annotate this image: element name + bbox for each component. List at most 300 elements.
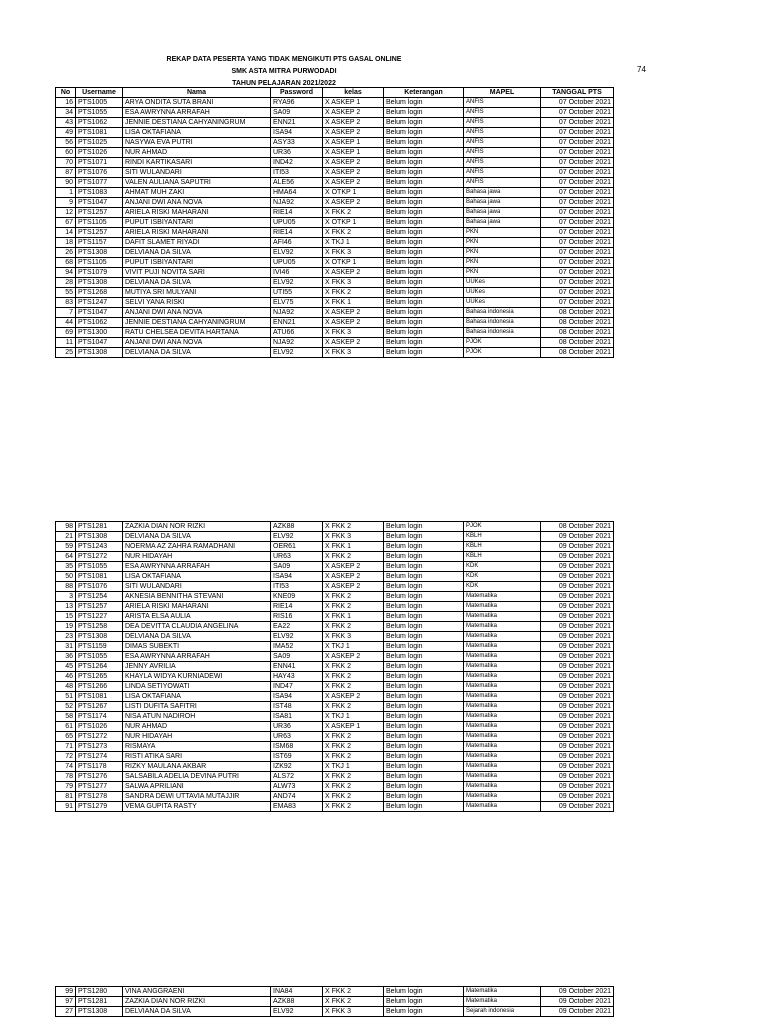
cell-nama: DIMAS SUBEKTI xyxy=(123,642,271,652)
cell-nama: ZAZKIA DIAN NOR RIZKI xyxy=(123,522,271,532)
cell-nama: NASYWA EVA PUTRI xyxy=(123,138,271,148)
cell-nama: JENNIE DESTIANA CAHYANINGRUM xyxy=(123,318,271,328)
cell-no: 74 xyxy=(56,762,76,772)
cell-no: 26 xyxy=(56,248,76,258)
cell-password: ITI53 xyxy=(271,168,323,178)
cell-password: RIE14 xyxy=(271,228,323,238)
cell-password: NJA92 xyxy=(271,198,323,208)
cell-tanggal: 09 October 2021 xyxy=(541,762,614,772)
cell-mapel: Matematika xyxy=(464,762,541,772)
cell-tanggal: 09 October 2021 xyxy=(541,642,614,652)
cell-no: 31 xyxy=(56,642,76,652)
cell-tanggal: 09 October 2021 xyxy=(541,582,614,592)
cell-no: 68 xyxy=(56,258,76,268)
cell-password: ELV92 xyxy=(271,348,323,358)
cell-kelas: X FKK 2 xyxy=(323,592,384,602)
cell-username: PTS1264 xyxy=(76,662,123,672)
cell-nama: SALSABILA ADELIA DEVINA PUTRI xyxy=(123,772,271,782)
table-row xyxy=(56,712,614,722)
cell-username: PTS1157 xyxy=(76,238,123,248)
table-row xyxy=(56,128,614,138)
cell-no: 35 xyxy=(56,562,76,572)
cell-nama: LISA OKTAFIANA xyxy=(123,572,271,582)
table-row xyxy=(56,298,614,308)
cell-keterangan: Belum login xyxy=(384,762,464,772)
cell-password: ITI53 xyxy=(271,582,323,592)
cell-tanggal: 09 October 2021 xyxy=(541,782,614,792)
cell-kelas: X TKJ 1 xyxy=(323,642,384,652)
cell-kelas: X ASKEP 2 xyxy=(323,562,384,572)
cell-kelas: X FKK 3 xyxy=(323,632,384,642)
cell-username: PTS1081 xyxy=(76,128,123,138)
cell-no: 88 xyxy=(56,582,76,592)
table-row xyxy=(56,118,614,128)
cell-kelas: X OTKP 1 xyxy=(323,258,384,268)
page-number: 74 xyxy=(637,65,646,74)
cell-no: 44 xyxy=(56,318,76,328)
cell-keterangan: Belum login xyxy=(384,997,464,1007)
cell-nama: RISMAYA xyxy=(123,742,271,752)
cell-keterangan: Belum login xyxy=(384,572,464,582)
cell-mapel: Matematika xyxy=(464,692,541,702)
cell-keterangan: Belum login xyxy=(384,602,464,612)
cell-tanggal: 09 October 2021 xyxy=(541,632,614,642)
cell-mapel: PJOK xyxy=(464,348,541,358)
cell-nama: PUPUT ISBIYANTARI xyxy=(123,218,271,228)
cell-password: RIE14 xyxy=(271,208,323,218)
cell-mapel: Matematika xyxy=(464,802,541,812)
cell-mapel: Matematika xyxy=(464,987,541,997)
cell-kelas: X ASKEP 2 xyxy=(323,338,384,348)
cell-tanggal: 09 October 2021 xyxy=(541,622,614,632)
cell-no: 58 xyxy=(56,712,76,722)
table-row xyxy=(56,1007,614,1017)
cell-keterangan: Belum login xyxy=(384,308,464,318)
cell-kelas: X ASKEP 2 xyxy=(323,118,384,128)
cell-kelas: X FKK 3 xyxy=(323,278,384,288)
cell-username: PTS1079 xyxy=(76,268,123,278)
cell-keterangan: Belum login xyxy=(384,168,464,178)
cell-username: PTS1247 xyxy=(76,298,123,308)
table-row xyxy=(56,612,614,622)
cell-no: 70 xyxy=(56,158,76,168)
table-row xyxy=(56,532,614,542)
cell-username: PTS1308 xyxy=(76,278,123,288)
cell-nama: VEMA GUPITA RASTY xyxy=(123,802,271,812)
cell-keterangan: Belum login xyxy=(384,782,464,792)
cell-tanggal: 07 October 2021 xyxy=(541,148,614,158)
cell-password: UR36 xyxy=(271,148,323,158)
table-row xyxy=(56,572,614,582)
table-row xyxy=(56,308,614,318)
cell-password: EMA83 xyxy=(271,802,323,812)
school-name: SMK ASTA MITRA PURWODADI xyxy=(231,68,337,75)
cell-mapel: Sejarah indonesia xyxy=(464,1007,541,1017)
cell-nama: AKNESIA BENNITHA STEVANI xyxy=(123,592,271,602)
cell-nama: ANJANI DWI ANA NOVA xyxy=(123,308,271,318)
cell-kelas: X FKK 3 xyxy=(323,532,384,542)
cell-password: ISA94 xyxy=(271,692,323,702)
cell-password: ENN41 xyxy=(271,662,323,672)
cell-password: IST48 xyxy=(271,702,323,712)
cell-mapel: PJOK xyxy=(464,522,541,532)
table-row xyxy=(56,742,614,752)
cell-keterangan: Belum login xyxy=(384,542,464,552)
cell-keterangan: Belum login xyxy=(384,198,464,208)
cell-no: 16 xyxy=(56,98,76,108)
cell-keterangan: Belum login xyxy=(384,562,464,572)
cell-keterangan: Belum login xyxy=(384,652,464,662)
cell-mapel: Matematika xyxy=(464,682,541,692)
cell-password: ISM68 xyxy=(271,742,323,752)
cell-nama: NUR AHMAD xyxy=(123,722,271,732)
cell-mapel: UUKes xyxy=(464,298,541,308)
cell-tanggal: 07 October 2021 xyxy=(541,98,614,108)
cell-username: PTS1308 xyxy=(76,248,123,258)
cell-mapel: PKN xyxy=(464,268,541,278)
cell-username: PTS1254 xyxy=(76,592,123,602)
cell-nama: VINA ANGGRAENI xyxy=(123,987,271,997)
cell-nama: NUR AHMAD xyxy=(123,148,271,158)
cell-nama: DELVIANA DA SILVA xyxy=(123,348,271,358)
cell-tanggal: 09 October 2021 xyxy=(541,542,614,552)
cell-password: ISA94 xyxy=(271,572,323,582)
cell-password: ELV75 xyxy=(271,298,323,308)
table-row xyxy=(56,782,614,792)
cell-nama: VIVIT PUJI NOVITA SARI xyxy=(123,268,271,278)
cell-tanggal: 09 October 2021 xyxy=(541,692,614,702)
cell-mapel: Matematika xyxy=(464,997,541,1007)
cell-tanggal: 07 October 2021 xyxy=(541,178,614,188)
cell-kelas: X FKK 2 xyxy=(323,802,384,812)
cell-username: PTS1276 xyxy=(76,772,123,782)
table-row xyxy=(56,632,614,642)
cell-password: AND74 xyxy=(271,792,323,802)
cell-mapel: ANFIS xyxy=(464,128,541,138)
cell-no: 94 xyxy=(56,268,76,278)
cell-tanggal: 08 October 2021 xyxy=(541,338,614,348)
col-header-mapel: MAPEL xyxy=(464,88,541,98)
cell-password: ASY33 xyxy=(271,138,323,148)
cell-no: 55 xyxy=(56,288,76,298)
cell-nama: LINDA SETIYOWATI xyxy=(123,682,271,692)
cell-nama: LISA OKTAFIANA xyxy=(123,692,271,702)
table-row xyxy=(56,178,614,188)
table-row xyxy=(56,722,614,732)
cell-nama: RATU CHELSEA DEVITA HARTANA xyxy=(123,328,271,338)
cell-mapel: Matematika xyxy=(464,632,541,642)
cell-username: PTS1279 xyxy=(76,802,123,812)
table-row xyxy=(56,642,614,652)
cell-username: PTS1159 xyxy=(76,642,123,652)
cell-no: 72 xyxy=(56,752,76,762)
cell-kelas: X FKK 2 xyxy=(323,622,384,632)
col-header-kelas: kelas xyxy=(323,88,384,98)
cell-username: PTS1081 xyxy=(76,572,123,582)
cell-keterangan: Belum login xyxy=(384,298,464,308)
cell-tanggal: 08 October 2021 xyxy=(541,522,614,532)
cell-tanggal: 07 October 2021 xyxy=(541,168,614,178)
cell-no: 19 xyxy=(56,622,76,632)
cell-tanggal: 07 October 2021 xyxy=(541,238,614,248)
cell-keterangan: Belum login xyxy=(384,108,464,118)
table-row xyxy=(56,348,614,358)
cell-tanggal: 09 October 2021 xyxy=(541,572,614,582)
cell-tanggal: 09 October 2021 xyxy=(541,752,614,762)
cell-kelas: X FKK 2 xyxy=(323,672,384,682)
cell-username: PTS1257 xyxy=(76,602,123,612)
col-header-nama: Nama xyxy=(123,88,271,98)
cell-password: RIE14 xyxy=(271,602,323,612)
cell-no: 13 xyxy=(56,602,76,612)
cell-no: 9 xyxy=(56,198,76,208)
cell-keterangan: Belum login xyxy=(384,318,464,328)
cell-nama: DELVIANA DA SILVA xyxy=(123,632,271,642)
cell-kelas: X ASKEP 2 xyxy=(323,692,384,702)
cell-kelas: X FKK 1 xyxy=(323,612,384,622)
cell-no: 87 xyxy=(56,168,76,178)
cell-no: 18 xyxy=(56,238,76,248)
cell-keterangan: Belum login xyxy=(384,128,464,138)
cell-password: SA09 xyxy=(271,652,323,662)
cell-keterangan: Belum login xyxy=(384,742,464,752)
table-row xyxy=(56,288,614,298)
cell-keterangan: Belum login xyxy=(384,732,464,742)
cell-username: PTS1268 xyxy=(76,288,123,298)
cell-password: ENN21 xyxy=(271,118,323,128)
cell-kelas: X ASKEP 2 xyxy=(323,158,384,168)
cell-tanggal: 07 October 2021 xyxy=(541,208,614,218)
cell-nama: DAFIT SLAMET RIYADI xyxy=(123,238,271,248)
cell-kelas: X ASKEP 2 xyxy=(323,572,384,582)
cell-tanggal: 07 October 2021 xyxy=(541,218,614,228)
cell-mapel: ANFIS xyxy=(464,138,541,148)
cell-keterangan: Belum login xyxy=(384,208,464,218)
table-row xyxy=(56,652,614,662)
table-row xyxy=(56,98,614,108)
cell-no: 79 xyxy=(56,782,76,792)
cell-tanggal: 09 October 2021 xyxy=(541,562,614,572)
cell-username: PTS1105 xyxy=(76,218,123,228)
cell-nama: NUR HIDAYAH xyxy=(123,732,271,742)
cell-tanggal: 09 October 2021 xyxy=(541,722,614,732)
table-row xyxy=(56,278,614,288)
cell-mapel: KDK xyxy=(464,572,541,582)
cell-kelas: X FKK 2 xyxy=(323,228,384,238)
cell-mapel: Bahasa jawa xyxy=(464,188,541,198)
cell-kelas: X TKJ 1 xyxy=(323,712,384,722)
cell-kelas: X FKK 3 xyxy=(323,348,384,358)
cell-kelas: X ASKEP 2 xyxy=(323,582,384,592)
cell-username: PTS1055 xyxy=(76,108,123,118)
cell-nama: DEA DEVITTA CLAUDIA ANGELINA xyxy=(123,622,271,632)
cell-no: 52 xyxy=(56,702,76,712)
cell-tanggal: 09 October 2021 xyxy=(541,662,614,672)
cell-keterangan: Belum login xyxy=(384,158,464,168)
cell-nama: SITI WULANDARI xyxy=(123,582,271,592)
cell-password: HMA64 xyxy=(271,188,323,198)
cell-kelas: X FKK 2 xyxy=(323,752,384,762)
cell-mapel: Matematika xyxy=(464,742,541,752)
cell-kelas: X ASKEP 2 xyxy=(323,168,384,178)
col-header-keterangan: Keterangan xyxy=(384,88,464,98)
cell-tanggal: 09 October 2021 xyxy=(541,612,614,622)
cell-kelas: X FKK 2 xyxy=(323,682,384,692)
cell-password: ISA81 xyxy=(271,712,323,722)
cell-username: PTS1076 xyxy=(76,582,123,592)
cell-no: 48 xyxy=(56,682,76,692)
cell-tanggal: 07 October 2021 xyxy=(541,158,614,168)
cell-password: IZK92 xyxy=(271,762,323,772)
cell-no: 65 xyxy=(56,732,76,742)
cell-password: ELV92 xyxy=(271,248,323,258)
cell-nama: LISA OKTAFIANA xyxy=(123,128,271,138)
cell-password: ISA94 xyxy=(271,128,323,138)
cell-nama: SITI WULANDARI xyxy=(123,168,271,178)
cell-username: PTS1272 xyxy=(76,732,123,742)
cell-mapel: Matematika xyxy=(464,792,541,802)
cell-mapel: Matematika xyxy=(464,712,541,722)
cell-username: PTS1272 xyxy=(76,552,123,562)
cell-keterangan: Belum login xyxy=(384,642,464,652)
cell-kelas: X ASKEP 2 xyxy=(323,198,384,208)
cell-keterangan: Belum login xyxy=(384,582,464,592)
cell-username: PTS1025 xyxy=(76,138,123,148)
cell-no: 15 xyxy=(56,612,76,622)
cell-mapel: KDK xyxy=(464,582,541,592)
cell-username: PTS1258 xyxy=(76,622,123,632)
cell-password: AZK88 xyxy=(271,997,323,1007)
table-row xyxy=(56,238,614,248)
cell-kelas: X FKK 2 xyxy=(323,742,384,752)
cell-keterangan: Belum login xyxy=(384,178,464,188)
cell-kelas: X FKK 2 xyxy=(323,522,384,532)
cell-password: UR63 xyxy=(271,732,323,742)
cell-kelas: X FKK 2 xyxy=(323,782,384,792)
cell-mapel: UUKes xyxy=(464,288,541,298)
cell-mapel: KBLH xyxy=(464,532,541,542)
cell-username: PTS1277 xyxy=(76,782,123,792)
cell-kelas: X ASKEP 1 xyxy=(323,98,384,108)
cell-no: 36 xyxy=(56,652,76,662)
cell-username: PTS1026 xyxy=(76,722,123,732)
table-row xyxy=(56,542,614,552)
cell-kelas: X OTKP 1 xyxy=(323,188,384,198)
cell-keterangan: Belum login xyxy=(384,532,464,542)
cell-tanggal: 08 October 2021 xyxy=(541,328,614,338)
cell-tanggal: 09 October 2021 xyxy=(541,602,614,612)
cell-tanggal: 07 October 2021 xyxy=(541,268,614,278)
cell-password: UTI55 xyxy=(271,288,323,298)
table-row xyxy=(56,188,614,198)
cell-password: ALS72 xyxy=(271,772,323,782)
cell-nama: DELVIANA DA SILVA xyxy=(123,1007,271,1017)
cell-kelas: X ASKEP 2 xyxy=(323,652,384,662)
cell-no: 81 xyxy=(56,792,76,802)
cell-nama: NOERMA AZ ZAHRA RAMADHANI xyxy=(123,542,271,552)
cell-password: NJA92 xyxy=(271,338,323,348)
cell-nama: PUPUT ISBIYANTARI xyxy=(123,258,271,268)
table-row xyxy=(56,208,614,218)
cell-no: 46 xyxy=(56,672,76,682)
cell-tanggal: 09 October 2021 xyxy=(541,997,614,1007)
cell-kelas: X FKK 1 xyxy=(323,298,384,308)
cell-username: PTS1047 xyxy=(76,198,123,208)
cell-nama: NISA ATUN NADIROH xyxy=(123,712,271,722)
cell-nama: ARIELA RISKI MAHARANI xyxy=(123,228,271,238)
cell-no: 23 xyxy=(56,632,76,642)
cell-mapel: Bahasa indonesia xyxy=(464,318,541,328)
cell-mapel: ANFIS xyxy=(464,108,541,118)
cell-kelas: X FKK 2 xyxy=(323,552,384,562)
cell-nama: ARYA ONDITA SUTA BRANI xyxy=(123,98,271,108)
cell-mapel: Bahasa jawa xyxy=(464,198,541,208)
cell-password: SA09 xyxy=(271,108,323,118)
table-row xyxy=(56,258,614,268)
cell-keterangan: Belum login xyxy=(384,522,464,532)
cell-kelas: X FKK 2 xyxy=(323,702,384,712)
cell-tanggal: 09 October 2021 xyxy=(541,732,614,742)
cell-password: RIS16 xyxy=(271,612,323,622)
cell-kelas: X ASKEP 2 xyxy=(323,308,384,318)
cell-username: PTS1005 xyxy=(76,98,123,108)
table-row xyxy=(56,268,614,278)
cell-mapel: ANFIS xyxy=(464,148,541,158)
cell-tanggal: 09 October 2021 xyxy=(541,532,614,542)
cell-password: EA22 xyxy=(271,622,323,632)
cell-mapel: Matematika xyxy=(464,662,541,672)
cell-no: 64 xyxy=(56,552,76,562)
cell-mapel: KBLH xyxy=(464,542,541,552)
cell-kelas: X ASKEP 2 xyxy=(323,178,384,188)
cell-kelas: X OTKP 1 xyxy=(323,218,384,228)
cell-no: 69 xyxy=(56,328,76,338)
cell-mapel: KBLH xyxy=(464,552,541,562)
cell-tanggal: 07 October 2021 xyxy=(541,288,614,298)
cell-password: ELV92 xyxy=(271,632,323,642)
cell-username: PTS1174 xyxy=(76,712,123,722)
cell-tanggal: 09 October 2021 xyxy=(541,552,614,562)
cell-no: 61 xyxy=(56,722,76,732)
cell-mapel: Matematika xyxy=(464,642,541,652)
cell-username: PTS1047 xyxy=(76,338,123,348)
cell-tanggal: 07 October 2021 xyxy=(541,278,614,288)
cell-password: IVI46 xyxy=(271,268,323,278)
cell-mapel: Bahasa indonesia xyxy=(464,308,541,318)
cell-no: 71 xyxy=(56,742,76,752)
cell-mapel: ANFIS xyxy=(464,118,541,128)
cell-tanggal: 09 October 2021 xyxy=(541,742,614,752)
cell-mapel: Matematika xyxy=(464,772,541,782)
cell-nama: SELVI YANA RISKI xyxy=(123,298,271,308)
cell-password: IND42 xyxy=(271,158,323,168)
report-title: REKAP DATA PESERTA YANG TIDAK MENGIKUTI PTS GASAL ONLINE xyxy=(166,56,402,63)
cell-nama: RISTI ATIKA SARI xyxy=(123,752,271,762)
table-row xyxy=(56,552,614,562)
cell-keterangan: Belum login xyxy=(384,188,464,198)
cell-keterangan: Belum login xyxy=(384,752,464,762)
cell-mapel: Matematika xyxy=(464,782,541,792)
cell-tanggal: 08 October 2021 xyxy=(541,308,614,318)
cell-nama: ARIELA RISKI MAHARANI xyxy=(123,208,271,218)
cell-username: PTS1105 xyxy=(76,258,123,268)
cell-username: PTS1178 xyxy=(76,762,123,772)
cell-mapel: Matematika xyxy=(464,672,541,682)
cell-no: 59 xyxy=(56,542,76,552)
cell-kelas: X ASKEP 2 xyxy=(323,108,384,118)
cell-nama: KHAYLA WIDYA KURNIADEWI xyxy=(123,672,271,682)
cell-username: PTS1257 xyxy=(76,208,123,218)
